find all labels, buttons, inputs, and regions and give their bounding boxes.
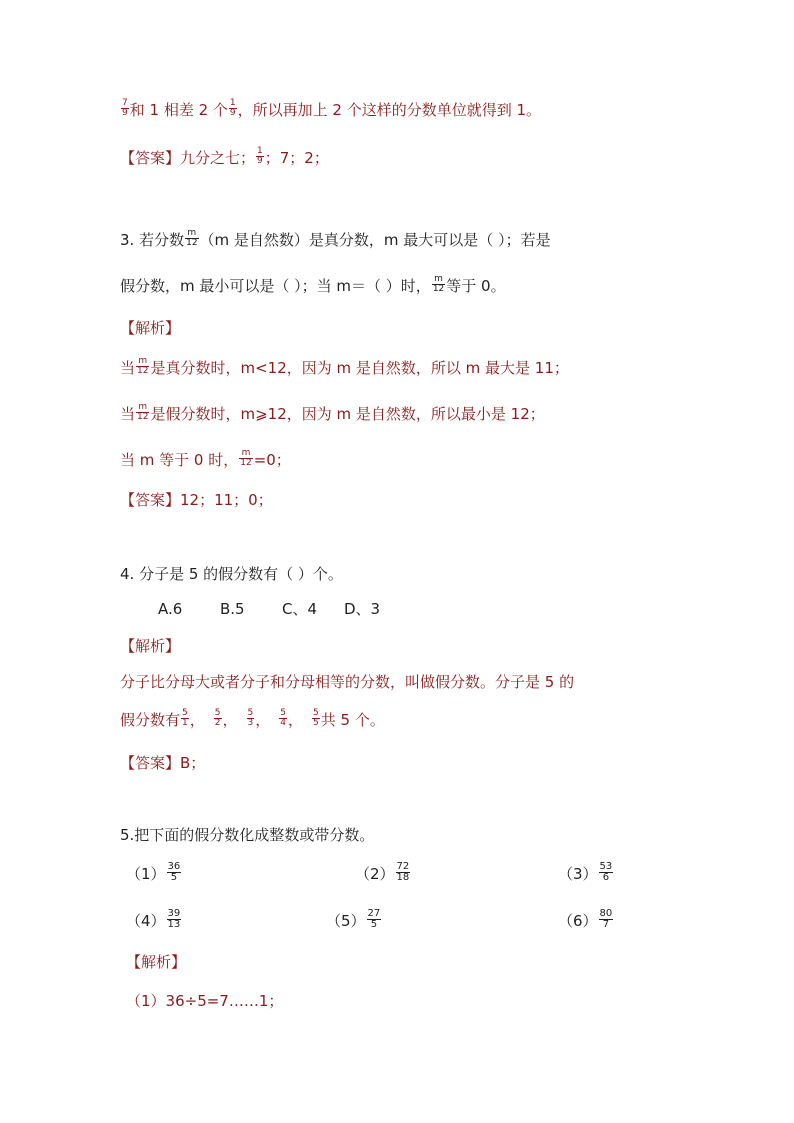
text-segment: 当 [120, 359, 136, 377]
q5-item-1 [126, 861, 182, 885]
text-segment: 共 5 个。 [320, 711, 385, 729]
explanation-line [120, 100, 541, 120]
item-label: （3） [558, 865, 598, 883]
fraction: $\frac{1}{9}$ [257, 146, 263, 166]
item-label: （5） [326, 912, 366, 930]
text-segment: 是真分数时，m<12，因为 m 是自然数，所以 m 最大是 11； [150, 359, 569, 377]
item-label: （4） [126, 912, 166, 930]
q5-item-4 [126, 908, 182, 932]
fraction: $\frac{27}{5}$ [367, 908, 381, 930]
text-segment: 3. 若分数 [120, 231, 185, 249]
fraction: $\frac{72}{18}$ [396, 861, 410, 883]
question-4-options [158, 599, 380, 619]
option-d: D、3 [344, 600, 381, 618]
jiexi-heading: 【解析】 [126, 953, 187, 971]
item-label: （1） [126, 865, 166, 883]
answer-label: 【答案】九分之七； [120, 149, 256, 167]
item-label: （2） [355, 865, 395, 883]
fraction: $\frac{1}{9}$ [229, 98, 236, 118]
fraction: $\frac{36}{5}$ [167, 861, 181, 883]
explanation-line [120, 404, 545, 424]
fraction: $\frac{5}{4}$ [280, 708, 286, 728]
text-segment: 等于 0。 [446, 277, 506, 295]
explanation-line: （1）36÷5=7……1； [126, 992, 284, 1010]
text-segment: 和 1 相差 2 个 [129, 101, 228, 119]
answer-line: 【答案】B； [120, 754, 206, 772]
text-segment: ，所以再加上 2 个这样的分数单位就得到 1。 [237, 101, 542, 119]
jiexi-heading: 【解析】 [120, 637, 181, 655]
text-segment: 假分数有 [120, 711, 181, 729]
q5-item-5 [326, 908, 382, 932]
option-b: B.5 [220, 600, 245, 618]
item-label: （6） [558, 912, 598, 930]
explanation-line [120, 450, 291, 470]
text-segment: 假分数，m 最小可以是（ ）；当 m＝（ ）时， [120, 277, 431, 295]
text-segment: （m 是自然数）是真分数，m 最大可以是（ ）；若是 [199, 231, 551, 249]
fraction: $\frac{5}{1}$ [182, 708, 188, 728]
explanation-line: 假分数有 $\frac{5}{1}$ ， $\frac{5}{2}$ ， $\frac{5}{3}$ ， $\frac{5}{4}$ ， $\frac{5}{5}$ 共 5 个。 [120, 708, 385, 729]
question-5: 5.把下面的假分数化成整数或带分数。 [120, 826, 375, 844]
fraction: $\frac{80}{7}$ [599, 908, 613, 930]
fraction: $\frac{m}{12}$ [186, 228, 198, 248]
answer-line: 【答案】12；11；0； [120, 491, 273, 509]
text-segment: ；7；2； [264, 149, 329, 167]
question-3-line-1 [120, 230, 551, 250]
explanation-line [120, 358, 569, 378]
fraction: $\frac{53}{6}$ [599, 861, 613, 883]
fraction: $\frac{m}{12}$ [240, 448, 252, 468]
answer-line [120, 148, 329, 168]
fraction: $\frac{5}{3}$ [247, 708, 254, 728]
text-segment: 是假分数时，m⩾12，因为 m 是自然数，所以最小是 12； [150, 405, 545, 423]
fraction: $\frac{5}{2}$ [214, 708, 221, 728]
fraction: $\frac{5}{5}$ [313, 708, 319, 728]
explanation-line: 分子比分母大或者分子和分母相等的分数，叫做假分数。分子是 5 的 [120, 673, 575, 691]
fraction: $\frac{m}{12}$ [137, 356, 149, 376]
q5-item-2 [355, 861, 411, 885]
option-a: A.6 [158, 600, 183, 618]
text-segment: 当 [120, 405, 136, 423]
fraction: $\frac{m}{12}$ [432, 274, 445, 294]
text-segment: =0； [253, 451, 291, 469]
fraction: $\frac{7}{9}$ [122, 98, 128, 118]
q5-item-6 [558, 908, 614, 932]
jiexi-heading: 【解析】 [120, 319, 181, 337]
question-3-line-2 [120, 276, 506, 296]
fraction: $\frac{39}{13}$ [167, 908, 181, 930]
question-4: 4. 分子是 5 的假分数有（ ）个。 [120, 565, 343, 583]
q5-item-3 [558, 861, 614, 885]
text-segment: 当 m 等于 0 时， [120, 451, 239, 469]
option-c: C、4 [282, 600, 318, 618]
fraction: $\frac{m}{12}$ [137, 402, 149, 422]
